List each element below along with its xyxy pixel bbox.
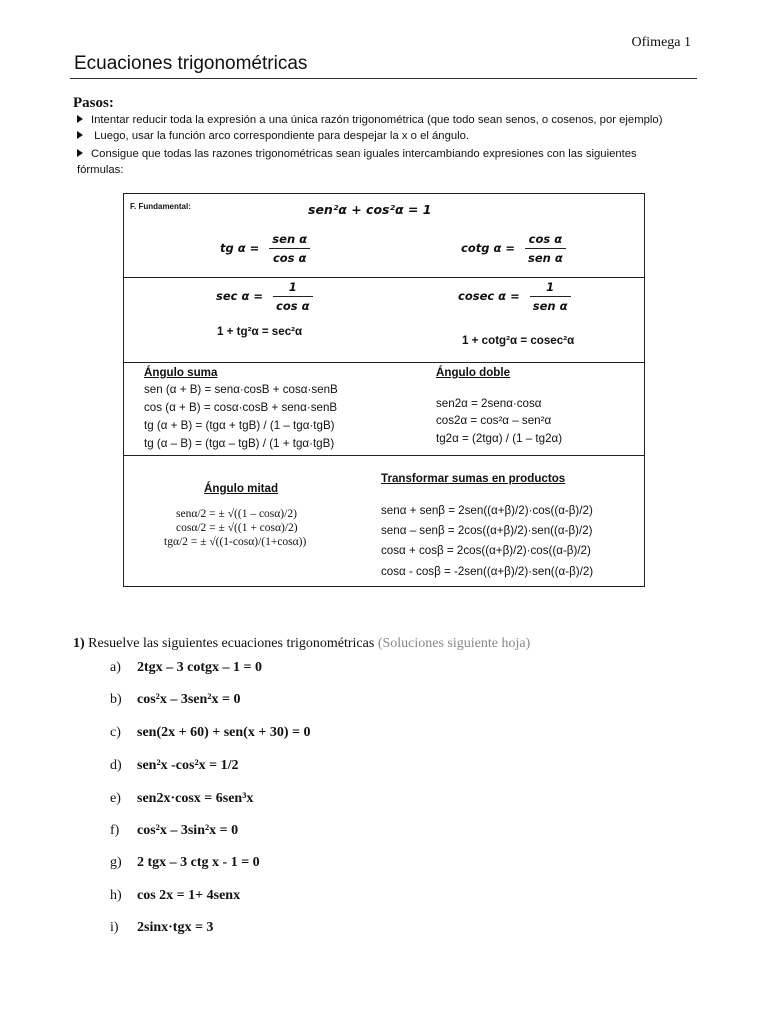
exercise-equation: cos²x – 3sin²x = 0: [137, 823, 239, 838]
transform-formula: cosα - cosβ = -2sen((α+β)/2)·sen((α-β)/2): [381, 565, 594, 578]
exercise-item: [110, 692, 240, 708]
transform-formula: senα + senβ = 2sen((α+β)/2)·cos((α-β)/2): [381, 504, 593, 517]
table-divider: [124, 455, 644, 456]
exercise-item: [110, 823, 238, 839]
exercise-letter: g): [110, 855, 122, 870]
exercise-item: [110, 920, 213, 936]
sum-formula: tg (α – B) = (tgα – tgB) / (1 + tgα·tgB): [144, 437, 335, 450]
cosec-fraction: [530, 280, 571, 313]
step-text: Luego, usar la función arco correspondiente para despejar la x o el ángulo.: [91, 130, 470, 142]
exercise-equation: sen2x·cosx = 6sen³x: [137, 791, 254, 806]
cotg-denominator: sen α: [528, 251, 563, 265]
half-angle-heading: Ángulo mitad: [204, 482, 279, 495]
exercise-letter: b): [110, 692, 122, 707]
double-formula: tg2α = (2tgα) / (1 – tg2α): [436, 432, 563, 445]
exercise-instruction: Resuelve las siguientes ecuaciones trigonométricas: [84, 636, 378, 651]
exercise-item: [110, 888, 240, 904]
exercise-equation: sen(2x + 60) + sen(x + 30) = 0: [137, 725, 311, 740]
exercise-letter: f): [110, 823, 120, 838]
triangle-bullet-icon: [77, 131, 83, 139]
cosec-denominator: sen α: [532, 299, 568, 313]
sec-numerator: 1: [273, 280, 312, 297]
cotg-identity: 1 + cotg²α = cosec²α: [462, 334, 575, 347]
transform-heading: Transformar sumas en productos: [381, 472, 566, 485]
exercise-equation: 2tgx – 3 cotgx – 1 = 0: [137, 660, 263, 675]
header-page-label: Ofimega 1: [631, 35, 691, 50]
sum-formula: cos (α + B) = cosα·cosB + senα·senB: [144, 401, 338, 414]
table-divider: [124, 362, 644, 363]
fundamental-label: F. Fundamental:: [130, 202, 191, 211]
sum-formula: tg (α + B) = (tgα + tgB) / (1 – tgα·tgB): [144, 419, 335, 432]
cotg-numerator: cos α: [525, 232, 566, 249]
triangle-bullet-icon: [77, 149, 83, 157]
fundamental-identity: sen²α + cos²α = 1: [308, 202, 432, 217]
sec-formula: [216, 280, 313, 313]
exercise-letter: d): [110, 758, 122, 773]
exercise-equation: 2 tgx – 3 ctg x - 1 = 0: [137, 855, 260, 870]
sec-denominator: cos α: [276, 299, 310, 313]
exercise-letter: i): [110, 920, 119, 935]
triangle-bullet-icon: [77, 115, 83, 123]
exercise-equation: cos 2x = 1+ 4senx: [137, 888, 241, 903]
sum-formula: sen (α + B) = senα·cosB + cosα·senB: [144, 383, 338, 396]
transform-formula: cosα + cosβ = 2cos((α+β)/2)·cos((α-β)/2): [381, 544, 591, 557]
double-angle-heading: Ángulo doble: [436, 366, 511, 379]
tg-formula: [220, 232, 310, 265]
exercise-item: [110, 725, 310, 741]
exercise-letter: a): [110, 660, 121, 675]
exercise-number: 1): [73, 636, 85, 651]
tg-denominator: cos α: [272, 251, 307, 265]
step-item-2: [77, 128, 697, 144]
double-formula: sen2α = 2senα·cosα: [436, 397, 542, 410]
half-formula: senα/2 = ± √((1 – cosα)/2): [176, 508, 297, 520]
exercises-heading: [73, 636, 530, 652]
exercise-equation: 2sinx·tgx = 3: [137, 920, 214, 935]
transform-formula: senα – senβ = 2cos((α+β)/2)·sen((α-β)/2): [381, 524, 593, 537]
cosec-formula: [458, 280, 571, 313]
sec-fraction: [273, 280, 312, 313]
step-item-3: [77, 146, 697, 178]
formula-table: [123, 193, 645, 587]
sum-angle-heading: Ángulo suma: [144, 366, 218, 379]
exercise-letter: h): [110, 888, 122, 903]
sec-lhs: sec α =: [216, 289, 264, 303]
exercise-equation: sen²x -cos²x = 1/2: [137, 758, 239, 773]
step-text-continued: fórmulas:: [77, 164, 124, 176]
page-title: Ecuaciones trigonométricas: [74, 53, 308, 74]
half-formula: cosα/2 = ± √((1 + cosα)/2): [176, 522, 298, 534]
cosec-lhs: cosec α =: [458, 289, 520, 303]
exercise-item: [110, 660, 262, 676]
double-formula: cos2α = cos²α – sen²α: [436, 414, 552, 427]
cosec-numerator: 1: [530, 280, 571, 297]
cotg-formula: [461, 232, 566, 265]
tg-lhs: tg α =: [220, 241, 260, 255]
title-divider: [70, 78, 697, 79]
step-text: Consigue que todas las razones trigonométricas sean iguales intercambiando expresiones con las siguientes: [91, 148, 637, 160]
steps-heading: Pasos:: [73, 95, 114, 111]
exercise-item: [110, 791, 253, 807]
step-item-1: [77, 112, 697, 128]
tg-fraction: [269, 232, 310, 265]
table-divider: [124, 277, 644, 278]
exercise-letter: c): [110, 725, 121, 740]
half-formula: tgα/2 = ± √((1-cosα)/(1+cosα)): [164, 536, 307, 548]
tg-numerator: sen α: [269, 232, 310, 249]
exercise-equation: cos²x – 3sen²x = 0: [137, 692, 241, 707]
cotg-lhs: cotg α =: [461, 241, 515, 255]
exercise-item: [110, 758, 239, 774]
exercise-item: [110, 855, 260, 871]
step-text: Intentar reducir toda la expresión a una única razón trigonométrica (que todo sean senos, o cosenos, por ejemplo): [91, 114, 663, 126]
cotg-fraction: [525, 232, 566, 265]
solutions-note: (Soluciones siguiente hoja): [377, 636, 531, 651]
exercise-letter: e): [110, 791, 121, 806]
tg-identity: 1 + tg²α = sec²α: [217, 325, 303, 338]
